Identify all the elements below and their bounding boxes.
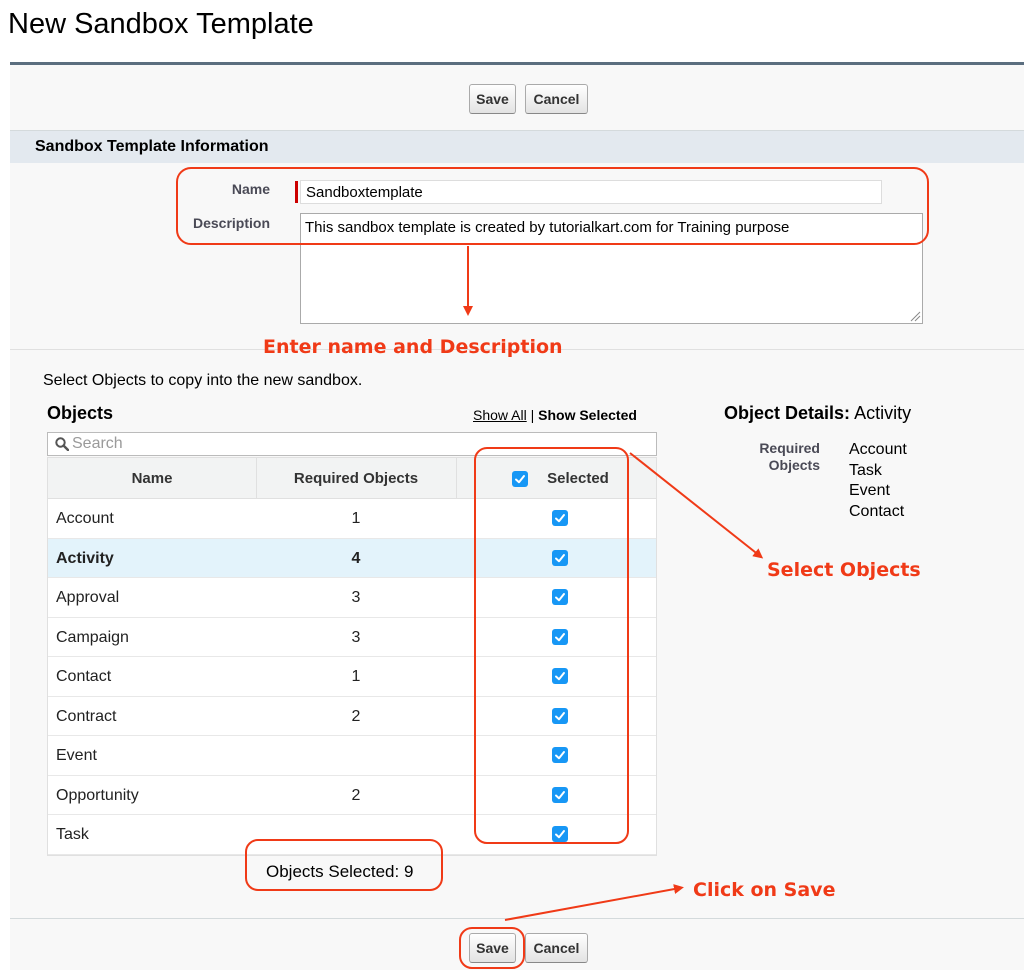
select-all-checkbox[interactable] <box>512 471 528 487</box>
checkmark-icon <box>554 552 566 564</box>
object-name: Account <box>56 510 114 527</box>
cancel-button-top[interactable]: Cancel <box>525 84 588 114</box>
selected-checkbox[interactable] <box>552 668 568 684</box>
required-objects-count: 4 <box>351 549 361 567</box>
column-header-name[interactable]: Name <box>131 470 173 487</box>
table-body <box>48 499 656 855</box>
required-objects-count: 2 <box>351 786 361 804</box>
required-objects-count: 2 <box>351 707 361 725</box>
save-button-top[interactable]: Save <box>469 84 516 114</box>
search-icon <box>55 437 69 451</box>
show-filter-links <box>473 407 637 423</box>
table-row[interactable] <box>48 657 656 697</box>
object-details-heading <box>724 403 911 424</box>
link-separator: | <box>530 407 535 423</box>
name-field[interactable] <box>300 180 882 204</box>
table-header <box>48 458 656 499</box>
column-header-selected: Selected <box>547 470 609 487</box>
checkmark-icon <box>554 591 566 603</box>
required-object-item: Event <box>849 482 890 499</box>
section-title: Sandbox Template Information <box>35 138 269 155</box>
required-object-item: Task <box>849 461 882 479</box>
checkmark-icon <box>554 670 566 682</box>
checkmark-icon <box>554 789 566 801</box>
table-row[interactable] <box>48 697 656 737</box>
selected-checkbox[interactable] <box>552 826 568 842</box>
top-button-bar <box>10 65 1024 131</box>
selected-checkbox[interactable] <box>552 510 568 526</box>
objects-heading: Objects <box>47 403 114 423</box>
required-object-item: Account <box>849 441 907 458</box>
selected-checkbox[interactable] <box>552 787 568 803</box>
bottom-button-bar <box>10 918 1024 970</box>
search-input[interactable] <box>72 434 642 454</box>
table-row[interactable] <box>48 815 656 855</box>
object-name: Contact <box>56 668 112 685</box>
object-name: Approval <box>56 589 120 606</box>
selected-checkbox[interactable] <box>552 747 568 763</box>
checkmark-icon <box>554 828 566 840</box>
object-name: Campaign <box>56 628 129 646</box>
required-objects-count: 1 <box>351 668 361 685</box>
show-all-link[interactable]: Show All <box>473 407 527 423</box>
table-row[interactable] <box>48 499 656 539</box>
annotation-enter-name: Enter name and Description <box>263 336 563 358</box>
checkmark-icon <box>554 749 566 761</box>
details-heading-label: Object Details: <box>724 403 851 423</box>
table-row[interactable] <box>48 578 656 618</box>
required-objects-list <box>849 440 907 522</box>
annotation-click-save: Click on Save <box>693 879 836 901</box>
details-heading-value: Activity <box>854 403 912 423</box>
search-box <box>47 432 657 456</box>
select-objects-intro: Select Objects to copy into the new sandbox. <box>43 372 363 389</box>
selected-checkbox[interactable] <box>552 708 568 724</box>
objects-table <box>47 457 657 856</box>
description-field[interactable] <box>300 213 923 324</box>
checkmark-icon <box>554 512 566 524</box>
object-name: Event <box>56 747 97 764</box>
column-divider <box>456 458 457 499</box>
checkmark-icon <box>514 473 526 485</box>
annotation-select-objects: Select Objects <box>767 559 921 581</box>
object-name: Task <box>56 826 89 843</box>
table-row[interactable] <box>48 736 656 776</box>
name-label: Name <box>231 181 270 197</box>
selected-checkbox[interactable] <box>552 589 568 605</box>
show-selected-link[interactable]: Show Selected <box>538 407 637 423</box>
table-row[interactable] <box>48 618 656 658</box>
required-object-item: Contact <box>849 502 905 520</box>
objects-selected-count <box>266 862 413 882</box>
object-name: Activity <box>56 549 114 567</box>
required-objects-count: 3 <box>351 628 361 646</box>
count-value: 9 <box>403 862 414 881</box>
cancel-button-bottom[interactable]: Cancel <box>525 933 588 963</box>
required-objects-count: 1 <box>351 510 361 527</box>
checkmark-icon <box>554 710 566 722</box>
resize-grip-icon[interactable] <box>910 311 921 322</box>
required-indicator <box>295 181 298 203</box>
count-label: Objects Selected: <box>266 862 400 881</box>
required-objects-label: Required Objects <box>759 440 820 473</box>
table-row[interactable] <box>48 776 656 816</box>
required-objects-count: 3 <box>351 589 361 606</box>
description-label: Description <box>192 215 270 231</box>
selected-checkbox[interactable] <box>552 629 568 645</box>
page-title: New Sandbox Template <box>8 8 314 40</box>
save-button-bottom[interactable]: Save <box>469 933 516 963</box>
object-name: Opportunity <box>56 786 139 804</box>
selected-checkbox[interactable] <box>552 550 568 566</box>
column-header-required[interactable]: Required Objects <box>293 470 419 487</box>
checkmark-icon <box>554 631 566 643</box>
object-name: Contract <box>56 707 117 725</box>
table-row[interactable] <box>48 539 656 579</box>
